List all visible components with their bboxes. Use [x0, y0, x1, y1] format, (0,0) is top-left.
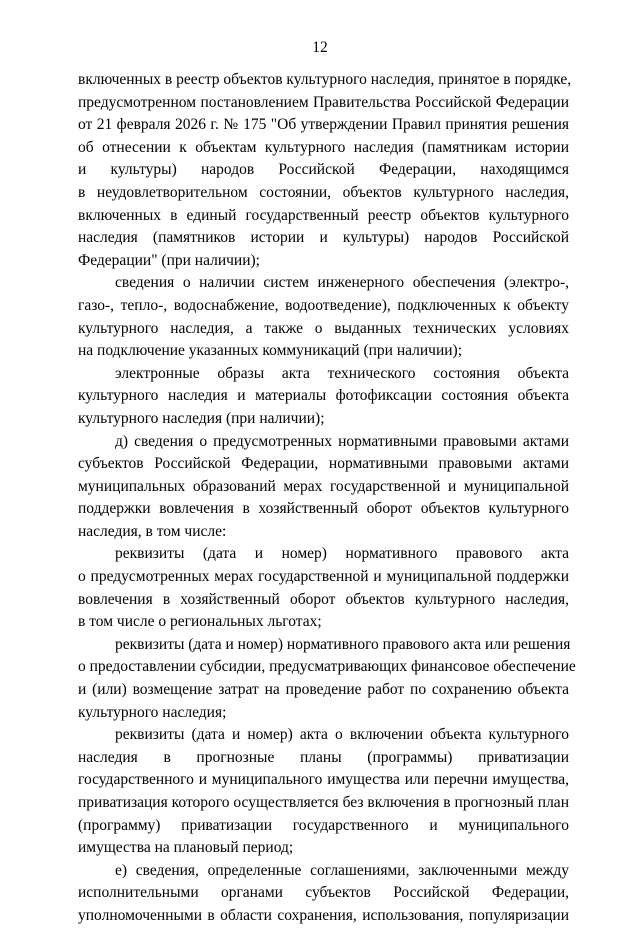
text-line: наследия (памятников истории и культуры) народов Российской: [78, 229, 569, 247]
text-line: субъектов Российской Федерации, нормативными правовыми актами: [78, 455, 569, 473]
text-line: культурного наследия и материалы фотофиксации состояния объекта: [78, 387, 569, 405]
paragraph: [78, 543, 569, 633]
paragraph: [78, 431, 569, 544]
text-line: в том числе о региональных льготах;: [78, 613, 322, 631]
text-line: сведения о наличии систем инженерного обеспечения (электро-,: [115, 274, 569, 292]
text-line: реквизиты (дата и номер) акта о включении объекта культурного: [115, 726, 569, 744]
text-line: на подключение указанных коммуникаций (при наличии);: [78, 342, 463, 360]
text-line: реквизиты (дата и номер) нормативного правового акта: [115, 545, 569, 563]
text-line: культурного наследия (при наличии);: [78, 409, 325, 427]
text-line: и (или) возмещение затрат на проведение работ по сохранению объекта: [78, 681, 569, 699]
text-line: газо-, тепло-, водоснабжение, водоотведение), подключенных к объекту: [78, 296, 569, 314]
text-line: вовлечения в хозяйственный оборот объектов культурного наследия,: [78, 590, 569, 608]
text-line: включенных в реестр объектов культурного наследия, принятое в порядке,: [78, 71, 572, 88]
paragraph: [78, 634, 576, 724]
text-line: е) сведения, определенные соглашениями, заключенными между: [115, 861, 569, 879]
text-line: о предоставлении субсидии, предусматривающих финансовое обеспечение: [78, 658, 576, 676]
text-line: уполномоченными в области сохранения, использования, популяризации: [78, 906, 569, 924]
text-line: имущества на плановый период;: [78, 839, 294, 857]
text-line: поддержки вовлечения в хозяйственный оборот объектов культурного: [78, 500, 569, 518]
paragraph: [78, 272, 569, 362]
text-line: Федерации" (при наличии);: [78, 251, 260, 269]
paragraph: [78, 724, 569, 860]
text-line: культурного наследия, а также о выданных технических условиях: [78, 319, 569, 337]
document-body: [78, 69, 576, 928]
text-line: включенных в единый государственный реестр объектов культурного: [78, 206, 569, 224]
text-line: об отнесении к объектам культурного наследия (памятникам истории: [78, 138, 569, 156]
text-line: государственного и муниципального имущества или перечни имущества,: [78, 771, 569, 789]
text-line: от 21 февраля 2026 г. № 175 "Об утверждении Правил принятия решения: [78, 116, 569, 134]
text-line: о предусмотренных мерах государственной и муниципальной поддержки: [78, 568, 569, 586]
paragraph: [78, 69, 572, 272]
text-line: д) сведения о предусмотренных нормативными правовыми актами: [115, 432, 569, 450]
text-line: исполнительными органами субъектов Российской Федерации,: [78, 884, 569, 902]
text-line: культурного наследия;: [78, 703, 227, 721]
text-line: наследия в прогнозные планы (программы) приватизации: [78, 748, 569, 766]
text-line: муниципальных образований мерах государственной и муниципальной: [78, 477, 569, 495]
paragraph: [78, 363, 569, 431]
text-line: предусмотренном постановлением Правительства Российской Федерации: [78, 93, 569, 111]
page-number: 12: [312, 39, 328, 56]
text-line: и культуры) народов Российской Федерации, находящимся: [78, 161, 569, 179]
text-line: приватизация которого осуществляется без включения в прогнозный план: [78, 794, 569, 811]
text-line: (программу) приватизации государственного и муниципального: [78, 816, 569, 834]
text-line: реквизиты (дата и номер) нормативного правового акта или решения: [115, 635, 571, 653]
text-line: в неудовлетворительном состоянии, объектов культурного наследия,: [78, 183, 569, 201]
text-line: электронные образы акта технического состояния объекта: [115, 364, 569, 382]
paragraph: [78, 860, 569, 928]
text-line: наследия, в том числе:: [78, 522, 227, 540]
